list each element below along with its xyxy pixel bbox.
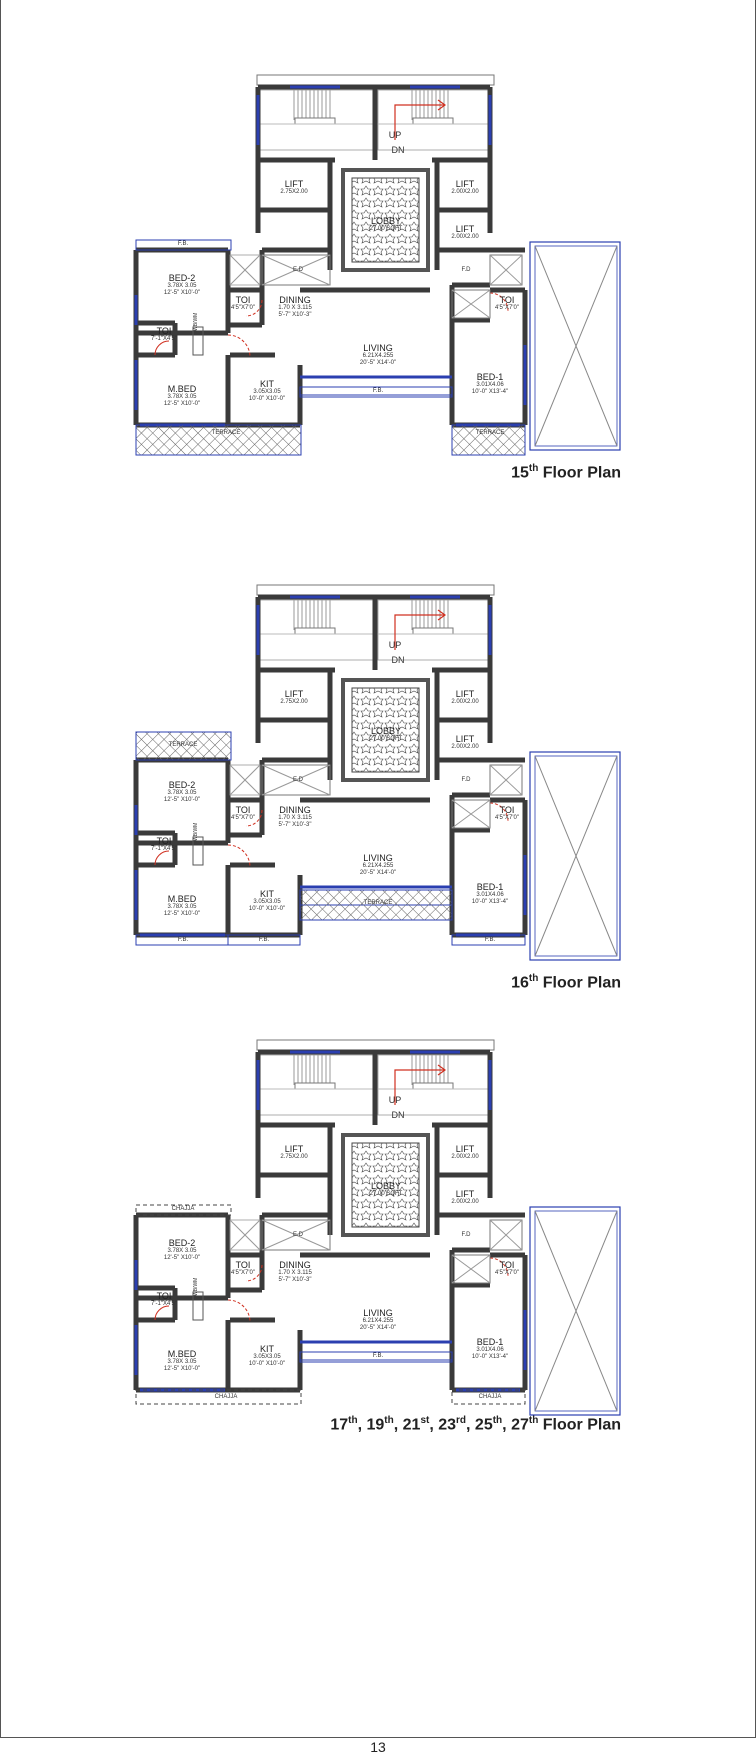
caption-floor-number: 15: [511, 464, 529, 482]
stair-up-label: UP: [388, 640, 402, 650]
bed2-label-dim: 3.78X 3.05: [167, 283, 197, 290]
stair-landing-left: [295, 1083, 335, 1089]
bed2-label-name: BED-2: [168, 273, 196, 283]
living-label: [360, 344, 396, 366]
caption-ordinal: st: [420, 1415, 430, 1426]
lift-right-bottom-label-name: LIFT: [455, 1189, 475, 1199]
lift-right-top-label: [451, 690, 478, 706]
kit-label: [249, 890, 285, 912]
caption-suffix: Floor Plan: [542, 974, 621, 992]
lobby-label-name: LOBBY: [370, 726, 401, 736]
lift-left-label: [280, 1145, 307, 1161]
caption-suffix: Floor Plan: [542, 1416, 621, 1434]
toi-left-label-dim: 7'-1"X4'5": [151, 336, 177, 343]
lobby-label: [370, 217, 403, 233]
bottom-left-label: TERRACE: [211, 430, 241, 436]
mbed-label-name: M.BED: [167, 894, 197, 904]
bottom-mid-label: TERRACE: [363, 900, 393, 906]
stair-dn-label: DN: [391, 655, 405, 665]
stair-landing-right: [413, 628, 453, 634]
toi-mid-label-dim: 4'5"X7'0": [231, 305, 255, 312]
dining-label: [278, 806, 312, 828]
mbed-label-name: M.BED: [167, 1349, 197, 1359]
toi-left-label-name: TOI: [156, 1291, 172, 1301]
living-label-dim2: 20'-5" X14'-0": [359, 1324, 397, 1331]
bottom-right-label: CHAJJA: [478, 1394, 502, 1400]
parapet: [257, 585, 494, 595]
page-number: 13: [370, 1739, 386, 1755]
living-label-name: LIVING: [363, 343, 393, 353]
kit-label: [249, 380, 285, 402]
toi-right-label-name: TOI: [499, 1260, 515, 1270]
caption-floor-number: 25: [474, 1416, 493, 1434]
lift-right-bottom-label-dim: 2.00X2.00: [451, 744, 479, 751]
kit-label-dim2: 10'-0" X10'-0": [248, 395, 286, 402]
toi-mid-label-name: TOI: [235, 1260, 251, 1270]
fb-bottom-left-label: F.B.: [177, 937, 189, 943]
ed-label: E.D: [292, 777, 304, 783]
caption-floor-number: 17: [330, 1416, 349, 1434]
living-label-name: LIVING: [363, 853, 393, 863]
living-label-dim: 6.21X4.255: [362, 863, 394, 870]
mbed-label-dim: 3.78X 3.05: [167, 394, 197, 401]
toi-mid-label: [231, 1261, 255, 1277]
lift-right-bottom-label-name: LIFT: [455, 734, 475, 744]
dining-label-dim2: 5'-7" X10'-3": [278, 821, 312, 828]
lift-left-label: [280, 180, 307, 196]
bed2-label: [164, 1239, 200, 1261]
toi-right-label-dim: 4'5"X7'0": [495, 305, 519, 312]
mbed-label-dim2: 12'-5" X10'-0": [163, 400, 201, 407]
mbed-label: [164, 1350, 200, 1372]
floor-plan-caption: [511, 463, 621, 482]
ed-label: E.D: [292, 1232, 304, 1238]
lift-left-label-name: LIFT: [284, 1144, 304, 1154]
floor-plan-1: [0, 65, 756, 485]
bed1-label: [472, 883, 508, 905]
bed1-label-dim2: 10'-0" X13'-4": [471, 898, 509, 905]
lift-right-top-label-name: LIFT: [455, 689, 475, 699]
caption-ordinal: th: [492, 1415, 503, 1426]
toi-left-label: [151, 837, 177, 853]
kit-label-dim: 3.05X3.05: [253, 389, 281, 396]
caption-ordinal: th: [348, 1415, 358, 1426]
dining-label-name: DINING: [279, 1260, 311, 1270]
toi-mid-label-dim: 4'5"X7'0": [231, 815, 255, 822]
floor-plan-3: [0, 1030, 756, 1450]
caption-ordinal: rd: [456, 1415, 467, 1426]
caption-floor-number: 21: [402, 1416, 421, 1434]
floor-plan-caption: 17th, 19th, 21st, 23rd, 25th, 27th Floor Plan: [330, 1415, 621, 1434]
lift-right-top-label: [451, 180, 478, 196]
stair-landing-right: [413, 1083, 453, 1089]
stair-up-label: UP: [388, 130, 402, 140]
living-label: [360, 1309, 396, 1331]
lift-right-bottom-label: [451, 225, 478, 241]
caption-floor-number: 27: [511, 1416, 529, 1434]
lift-right-top-label-dim: 2.00X2.00: [451, 189, 479, 196]
living-label: [360, 854, 396, 876]
parapet: [257, 1040, 494, 1050]
living-label-dim: 6.21X4.255: [362, 1318, 394, 1325]
wbwm-label: WB/WM: [193, 312, 199, 331]
kit-label: [249, 1345, 285, 1367]
toi-right-label-name: TOI: [499, 295, 515, 305]
lobby-label-name: LOBBY: [370, 1181, 401, 1191]
toi-mid-label-name: TOI: [235, 295, 251, 305]
stair-up-label: UP: [388, 1095, 402, 1105]
bottom-mid-label: F.B.: [372, 388, 384, 394]
bed1-label-dim: 3.01X4.06: [476, 1347, 504, 1354]
dining-label-dim: 1.70 X 3.115: [278, 815, 312, 822]
toi-left-label-dim: 7'-1"X4'5": [151, 846, 177, 853]
lift-left-label-dim: 2.75X2.00: [280, 189, 308, 196]
bed1-label-dim: 3.01X4.06: [476, 382, 504, 389]
bottom-right-label: TERRACE: [475, 430, 505, 436]
toi-mid-label: [231, 806, 255, 822]
toi-right-label: [495, 806, 519, 822]
dining-label-name: DINING: [279, 295, 311, 305]
stair-landing-left: [295, 118, 335, 124]
lift-right-top-label: [451, 1145, 478, 1161]
kit-label-dim: 3.05X3.05: [253, 899, 281, 906]
bed2-label-dim2: 12'-5" X10'-0": [163, 289, 201, 296]
bed2-label-dim: 3.78X 3.05: [167, 1248, 197, 1255]
stair-landing-right: [413, 118, 453, 124]
lobby-label: [370, 727, 403, 743]
left-top-label: F.B.: [177, 241, 189, 247]
ed-label: E.D: [292, 267, 304, 273]
bed1-label-dim2: 10'-0" X13'-4": [471, 1353, 509, 1360]
lift-right-top-label-dim: 2.00X2.00: [451, 699, 479, 706]
caption-floor-number: 23: [438, 1416, 457, 1434]
dining-label-dim2: 5'-7" X10'-3": [278, 311, 312, 318]
toi-mid-label: [231, 296, 255, 312]
toi-left-label-name: TOI: [156, 836, 172, 846]
dining-label: [278, 1261, 312, 1283]
right-deck-outer: [530, 242, 620, 450]
living-label-dim2: 20'-5" X14'-0": [359, 869, 397, 876]
lobby-label-dim: 27.00 SQFT: [369, 1191, 403, 1198]
lift-left-label-name: LIFT: [284, 689, 304, 699]
bed1-label: [472, 1338, 508, 1360]
bed2-label: [164, 274, 200, 296]
lift-right-bottom-label-dim: 2.00X2.00: [451, 1199, 479, 1206]
caption-suffix: Floor Plan: [542, 464, 621, 482]
bed2-label-name: BED-2: [168, 1238, 196, 1248]
bed1-label-dim2: 10'-0" X13'-4": [471, 388, 509, 395]
fb-bottom-right-label: F.B.: [484, 937, 496, 943]
dining-label-dim2: 5'-7" X10'-3": [278, 1276, 312, 1283]
wbwm-label: WB/WM: [193, 822, 199, 841]
mbed-label-name: M.BED: [167, 384, 197, 394]
floor-plan-2: [0, 575, 756, 995]
toi-left-label: [151, 1292, 177, 1308]
lobby-label-dim: 27.00 SQFT: [369, 226, 403, 233]
dining-label-dim: 1.70 X 3.115: [278, 305, 312, 312]
bed2-label: [164, 781, 200, 803]
dining-label: [278, 296, 312, 318]
stair-dn-label: DN: [391, 145, 405, 155]
mbed-label: [164, 385, 200, 407]
bed1-label-dim: 3.01X4.06: [476, 892, 504, 899]
toi-right-label-name: TOI: [499, 805, 515, 815]
right-deck-outer: [530, 1207, 620, 1415]
lobby-label-dim: 27.00 SQFT: [369, 736, 403, 743]
caption-ordinal: th: [528, 973, 539, 984]
toi-right-label: [495, 1261, 519, 1277]
lift-left-label-name: LIFT: [284, 179, 304, 189]
toi-right-label-dim: 4'5"X7'0": [495, 1270, 519, 1277]
bottom-left-label: CHAJJA: [214, 1394, 238, 1400]
floor-plan-caption: [511, 973, 621, 992]
kit-label-name: KIT: [259, 889, 274, 899]
fd-label: F.D: [461, 777, 471, 783]
dining-label-dim: 1.70 X 3.115: [278, 1270, 312, 1277]
kit-label-dim2: 10'-0" X10'-0": [248, 905, 286, 912]
caption-ordinal: th: [384, 1415, 394, 1426]
stair-landing-left: [295, 628, 335, 634]
lift-left-label-dim: 2.75X2.00: [280, 699, 308, 706]
living-label-dim2: 20'-5" X14'-0": [359, 359, 397, 366]
living-label-name: LIVING: [363, 1308, 393, 1318]
kit-label-name: KIT: [259, 379, 274, 389]
mbed-label-dim: 3.78X 3.05: [167, 1359, 197, 1366]
lift-right-top-label-dim: 2.00X2.00: [451, 1154, 479, 1161]
caption-ordinal: th: [528, 1415, 539, 1426]
bed1-label-name: BED-1: [476, 1337, 504, 1347]
left-top-label: CHAJJA: [171, 1206, 195, 1212]
wbwm-label: WB/WM: [193, 1277, 199, 1296]
caption-floor-number: 19: [366, 1416, 385, 1434]
bed1-label-name: BED-1: [476, 882, 504, 892]
lobby-label-name: LOBBY: [370, 216, 401, 226]
lift-left-label: [280, 690, 307, 706]
left-top-label: TERRACE: [168, 742, 198, 748]
kit-label-dim: 3.05X3.05: [253, 1354, 281, 1361]
bed1-label: [472, 373, 508, 395]
lift-right-bottom-label: [451, 1190, 478, 1206]
kit-label-dim2: 10'-0" X10'-0": [248, 1360, 286, 1367]
toi-mid-label-name: TOI: [235, 805, 251, 815]
living-label-dim: 6.21X4.255: [362, 353, 394, 360]
bed2-label-dim2: 12'-5" X10'-0": [163, 1254, 201, 1261]
mbed-label: [164, 895, 200, 917]
mbed-label-dim2: 12'-5" X10'-0": [163, 1365, 201, 1372]
caption-ordinal: th: [528, 463, 539, 474]
lift-right-top-label-name: LIFT: [455, 1144, 475, 1154]
toi-left-label: [151, 327, 177, 343]
dining-label-name: DINING: [279, 805, 311, 815]
mbed-label-dim2: 12'-5" X10'-0": [163, 910, 201, 917]
bed1-label-name: BED-1: [476, 372, 504, 382]
lift-right-bottom-label-dim: 2.00X2.00: [451, 234, 479, 241]
lift-right-top-label-name: LIFT: [455, 179, 475, 189]
fb-bottom-mid-label: F.B.: [258, 937, 270, 943]
right-deck-outer: [530, 752, 620, 960]
toi-left-label-dim: 7'-1"X4'5": [151, 1301, 177, 1308]
lift-right-bottom-label: [451, 735, 478, 751]
parapet: [257, 75, 494, 85]
toi-left-label-name: TOI: [156, 326, 172, 336]
stair-dn-label: DN: [391, 1110, 405, 1120]
bed2-label-dim: 3.78X 3.05: [167, 790, 197, 797]
bed2-label-dim2: 12'-5" X10'-0": [163, 796, 201, 803]
bed2-label-name: BED-2: [168, 780, 196, 790]
lift-right-bottom-label-name: LIFT: [455, 224, 475, 234]
lift-left-label-dim: 2.75X2.00: [280, 1154, 308, 1161]
fd-label: F.D: [461, 1232, 471, 1238]
kit-label-name: KIT: [259, 1344, 274, 1354]
toi-mid-label-dim: 4'5"X7'0": [231, 1270, 255, 1277]
toi-right-label: [495, 296, 519, 312]
fd-label: F.D: [461, 267, 471, 273]
mbed-label-dim: 3.78X 3.05: [167, 904, 197, 911]
caption-floor-number: 16: [511, 974, 529, 992]
toi-right-label-dim: 4'5"X7'0": [495, 815, 519, 822]
bottom-mid-label: F.B.: [372, 1353, 384, 1359]
lobby-label: [370, 1182, 403, 1198]
